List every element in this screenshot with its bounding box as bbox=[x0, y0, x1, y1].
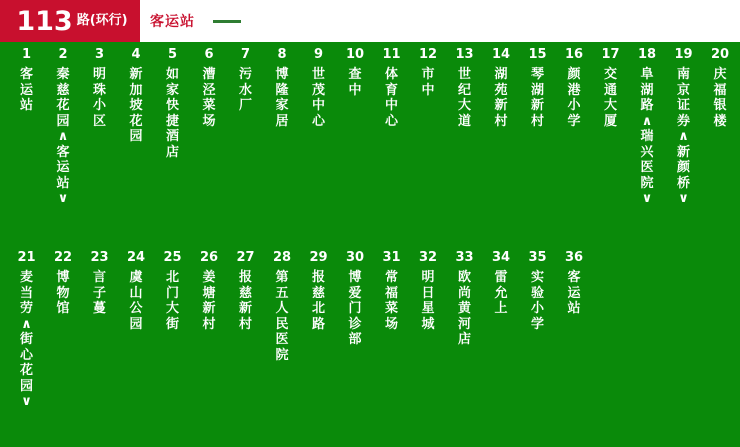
stop-name: 漕泾菜场 bbox=[202, 67, 216, 129]
stop-number: 24 bbox=[126, 250, 146, 265]
stop-cell bbox=[484, 245, 520, 447]
stop-cell bbox=[447, 245, 483, 447]
stop-row-top bbox=[0, 42, 740, 245]
stop-number: 10 bbox=[345, 47, 365, 62]
stop-name: 报慈新村 bbox=[238, 270, 252, 332]
stop-name: 世纪大道 bbox=[457, 67, 471, 129]
stop-cell bbox=[411, 42, 447, 245]
stop-number: 25 bbox=[163, 250, 182, 265]
stop-cell bbox=[119, 42, 155, 245]
stop-number: 28 bbox=[272, 250, 292, 265]
stop-name: 明珠小区 bbox=[92, 67, 106, 129]
stop-number: 36 bbox=[564, 250, 584, 265]
stop-name: 如家快捷酒店 bbox=[165, 67, 179, 160]
stop-cell bbox=[9, 42, 45, 245]
stop-number: 32 bbox=[418, 250, 438, 265]
stop-number: 20 bbox=[710, 47, 730, 62]
stop-cell bbox=[630, 42, 666, 245]
stop-name: 污水厂 bbox=[238, 67, 252, 113]
stop-cell bbox=[265, 42, 301, 245]
stop-cell bbox=[301, 245, 337, 447]
stop-name: 姜塘新村 bbox=[202, 270, 216, 332]
stop-number: 26 bbox=[199, 250, 219, 265]
stop-name: 南京证券∧新颜桥∨ bbox=[676, 67, 690, 206]
stop-name: 博爱门诊部 bbox=[348, 270, 362, 347]
stop-number: 17 bbox=[601, 47, 620, 62]
stop-name: 体育中心 bbox=[384, 67, 398, 129]
stop-name: 交通大厦 bbox=[603, 67, 617, 129]
stop-number: 21 bbox=[17, 250, 36, 265]
stop-number: 3 bbox=[94, 47, 105, 62]
stop-number: 16 bbox=[564, 47, 584, 62]
stop-number: 5 bbox=[167, 47, 178, 62]
stop-cell bbox=[9, 245, 45, 447]
stop-number: 12 bbox=[418, 47, 438, 62]
stop-number: 14 bbox=[491, 47, 511, 62]
stop-name: 查中 bbox=[348, 67, 362, 98]
stop-cell bbox=[666, 42, 702, 245]
stop-number: 31 bbox=[382, 250, 401, 265]
stop-cell bbox=[447, 42, 483, 245]
stop-name: 博物馆 bbox=[56, 270, 70, 316]
stop-name: 虞山公园 bbox=[129, 270, 143, 332]
route-line-marker bbox=[213, 20, 241, 23]
stop-name: 麦当劳∧街心花园∨ bbox=[19, 270, 33, 409]
stop-number: 2 bbox=[58, 47, 68, 62]
route-suffix: 路(环行) bbox=[76, 13, 128, 28]
stop-name: 常福菜场 bbox=[384, 270, 398, 332]
stop-name: 客运站 bbox=[19, 67, 33, 113]
stop-number: 6 bbox=[204, 47, 214, 62]
stop-number: 30 bbox=[345, 250, 365, 265]
stop-number: 4 bbox=[131, 47, 141, 62]
stop-cell bbox=[520, 42, 556, 245]
stop-number: 19 bbox=[674, 47, 693, 62]
stop-cell bbox=[155, 245, 191, 447]
stop-cell bbox=[82, 42, 118, 245]
stop-name: 市中 bbox=[421, 67, 435, 98]
stop-number: 27 bbox=[236, 250, 255, 265]
stop-cell bbox=[338, 245, 374, 447]
stop-name: 明日星城 bbox=[421, 270, 435, 332]
stop-cell bbox=[155, 42, 191, 245]
stop-number: 23 bbox=[90, 250, 109, 265]
stop-number: 29 bbox=[309, 250, 328, 265]
stop-grid bbox=[0, 42, 740, 447]
stop-number: 22 bbox=[53, 250, 73, 265]
stop-cell bbox=[301, 42, 337, 245]
stop-cell bbox=[484, 42, 520, 245]
route-badge bbox=[0, 0, 140, 42]
stop-cell bbox=[374, 42, 410, 245]
stop-number: 7 bbox=[240, 47, 251, 62]
stop-row-bottom bbox=[0, 245, 740, 447]
stop-name: 颜港小学 bbox=[567, 67, 581, 129]
stop-name: 欧尚黄河店 bbox=[457, 270, 471, 347]
stop-number: 11 bbox=[382, 47, 401, 62]
stop-cell bbox=[192, 42, 228, 245]
stop-cell bbox=[46, 245, 82, 447]
stop-cell bbox=[593, 42, 629, 245]
stop-number: 9 bbox=[313, 47, 324, 62]
stop-name: 雷允上 bbox=[494, 270, 508, 316]
stop-name: 北门大街 bbox=[165, 270, 179, 332]
terminus-label: 客运站 bbox=[150, 14, 195, 30]
stop-cell bbox=[265, 245, 301, 447]
stop-name: 新加坡花园 bbox=[129, 67, 143, 144]
stop-cell bbox=[46, 42, 82, 245]
stop-name: 第五人民医院 bbox=[275, 270, 289, 363]
stop-cell bbox=[557, 245, 593, 447]
stop-name: 琴湖新村 bbox=[530, 67, 544, 129]
stop-cell bbox=[520, 245, 556, 447]
stop-name: 报慈北路 bbox=[311, 270, 325, 332]
stop-cell bbox=[338, 42, 374, 245]
stop-cell bbox=[374, 245, 410, 447]
stop-number: 35 bbox=[528, 250, 547, 265]
terminus-block bbox=[150, 0, 241, 42]
stop-number: 33 bbox=[455, 250, 474, 265]
stop-number: 34 bbox=[491, 250, 511, 265]
stop-name: 阜湖路∧瑞兴医院∨ bbox=[640, 67, 654, 206]
stop-cell bbox=[703, 42, 739, 245]
stop-name: 博隆家居 bbox=[275, 67, 289, 129]
stop-cell bbox=[119, 245, 155, 447]
stop-name: 世茂中心 bbox=[311, 67, 325, 129]
board-header bbox=[0, 0, 740, 42]
stop-name: 秦慈花园∧客运站∨ bbox=[56, 67, 70, 206]
stop-cell bbox=[228, 42, 264, 245]
stop-cell bbox=[557, 42, 593, 245]
route-number: 113 bbox=[16, 5, 73, 37]
stop-name: 庆福银楼 bbox=[713, 67, 727, 129]
stop-number: 13 bbox=[455, 47, 474, 62]
stop-number: 8 bbox=[277, 47, 287, 62]
stop-name: 实验小学 bbox=[530, 270, 544, 332]
stop-number: 18 bbox=[637, 47, 657, 62]
stop-cell bbox=[228, 245, 264, 447]
stop-number: 15 bbox=[528, 47, 547, 62]
stop-cell bbox=[192, 245, 228, 447]
stop-cell bbox=[411, 245, 447, 447]
stop-number: 1 bbox=[21, 47, 32, 62]
stop-name: 言子蔓 bbox=[92, 270, 106, 316]
stop-cell bbox=[82, 245, 118, 447]
stop-name: 客运站 bbox=[567, 270, 581, 316]
stop-name: 湖苑新村 bbox=[494, 67, 508, 129]
